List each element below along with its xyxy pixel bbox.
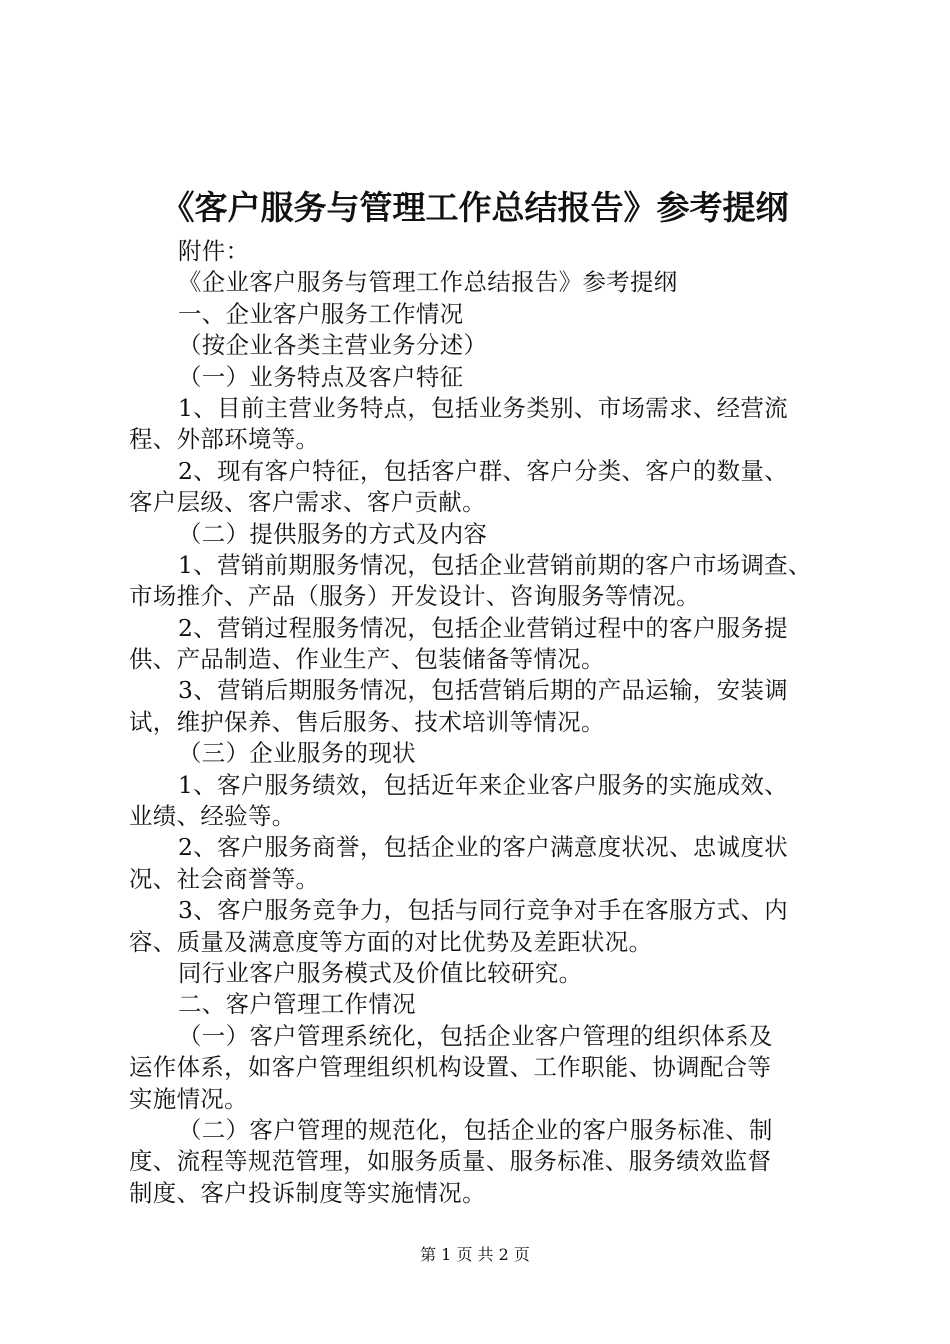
text-line: 二、客户管理工作情况 <box>178 990 416 1019</box>
text-line: 容、质量及满意度等方面的对比优势及差距状况。 <box>129 927 653 956</box>
text-line: 试，维护保养、售后服务、技术培训等情况。 <box>129 707 605 736</box>
text-line: （一）客户管理系统化，包括企业客户管理的组织体系及 <box>178 1021 773 1050</box>
text-line: （按企业各类主营业务分述） <box>178 331 488 360</box>
text-line: 制度、客户投诉制度等实施情况。 <box>129 1178 486 1207</box>
document-body <box>129 236 845 1209</box>
text-line: 同行业客户服务模式及价值比较研究。 <box>178 958 583 987</box>
document-title: 《客户服务与管理工作总结报告》参考提纲 <box>161 188 789 227</box>
text-line: 一、企业客户服务工作情况 <box>178 299 464 328</box>
text-line: 程、外部环境等。 <box>129 425 320 454</box>
text-line: 1、目前主营业务特点，包括业务类别、市场需求、经营流 <box>178 393 789 422</box>
text-line: 实施情况。 <box>129 1084 248 1113</box>
text-line: 1、营销前期服务情况，包括企业营销前期的客户市场调查、 <box>178 550 812 579</box>
text-line: （二）提供服务的方式及内容 <box>178 519 488 548</box>
text-line: 2、营销过程服务情况，包括企业营销过程中的客户服务提 <box>178 613 789 642</box>
text-line: 市场推介、产品（服务）开发设计、咨询服务等情况。 <box>129 582 700 611</box>
text-line: 1、客户服务绩效，包括近年来企业客户服务的实施成效、 <box>178 770 789 799</box>
text-line: 3、营销后期服务情况，包括营销后期的产品运输，安装调 <box>178 676 789 705</box>
text-line: 附件： <box>178 237 250 265</box>
text-line: 2、客户服务商誉，包括企业的客户满意度状况、忠诚度状 <box>178 833 789 862</box>
text-line: 《企业客户服务与管理工作总结报告》参考提纲 <box>178 268 678 297</box>
page-footer: 第 1 页 共 2 页 <box>420 1245 530 1264</box>
text-line: （三）企业服务的现状 <box>178 739 416 768</box>
text-line: 运作体系，如客户管理组织机构设置、工作职能、协调配合等 <box>129 1053 772 1082</box>
text-line: （一）业务特点及客户特征 <box>178 362 464 391</box>
text-line: 供、产品制造、作业生产、包装储备等情况。 <box>129 645 605 674</box>
text-line: 2、现有客户特征，包括客户群、客户分类、客户的数量、 <box>178 456 789 485</box>
text-line: 度、流程等规范管理，如服务质量、服务标准、服务绩效监督 <box>129 1147 772 1176</box>
text-line: 3、客户服务竞争力，包括与同行竞争对手在客服方式、内 <box>178 896 789 925</box>
text-line: 况、社会商誉等。 <box>129 864 320 893</box>
text-line: 业绩、经验等。 <box>129 802 296 831</box>
text-line: （二）客户管理的规范化，包括企业的客户服务标准、制 <box>178 1115 773 1144</box>
text-line: 客户层级、客户需求、客户贡献。 <box>129 488 486 517</box>
